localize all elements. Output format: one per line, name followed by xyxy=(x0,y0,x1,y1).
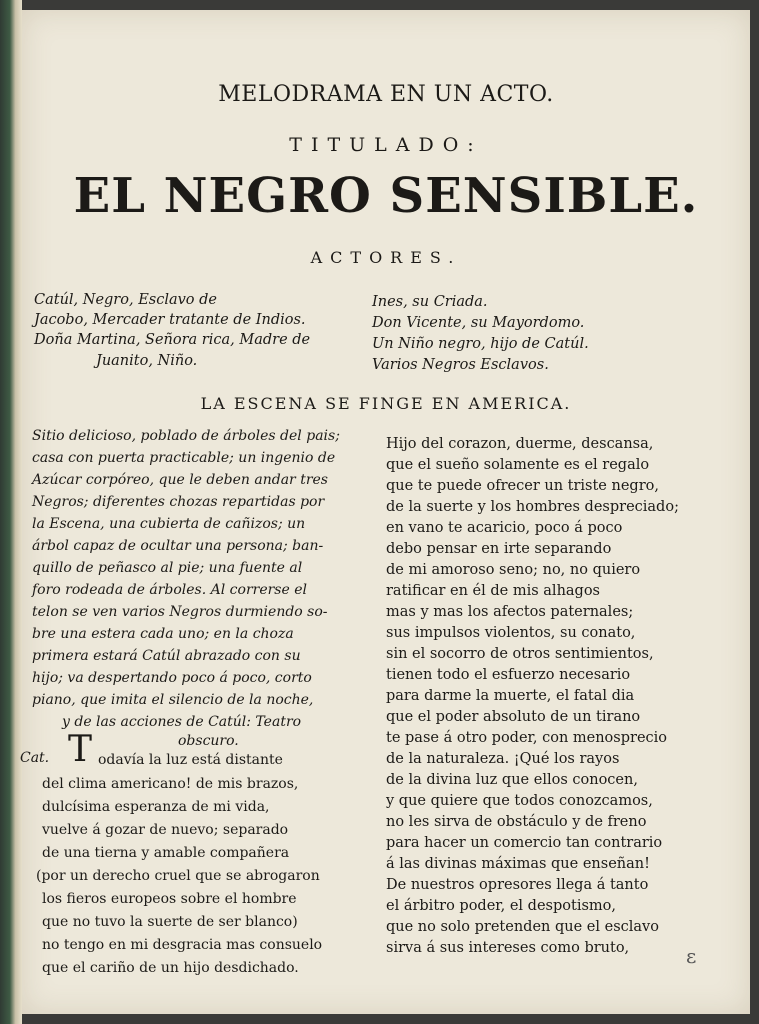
verse-line: de la suerte y los hombres despreciado; xyxy=(386,499,679,515)
stage-direction-line: hijo; va despertando poco á poco, corto xyxy=(32,670,312,686)
play-title: EL NEGRO SENSIBLE. xyxy=(73,168,699,224)
scene-heading: LA ESCENA SE FINGE EN AMERICA. xyxy=(200,394,572,413)
cast-entry: Jacobo, Mercader tratante de Indios. xyxy=(34,312,306,328)
verse-line: mas y mas los afectos paternales; xyxy=(386,604,634,620)
cast-entry: Doña Martina, Señora rica, Madre de xyxy=(34,332,311,348)
stage-direction-line: casa con puerta practicable; un ingenio de xyxy=(32,450,336,466)
book-spine xyxy=(0,0,22,1024)
verse-line: que no tuvo la suerte de ser blanco) xyxy=(42,914,298,930)
stage-direction-line: telon se ven varios Negros durmiendo so- xyxy=(32,604,328,620)
verse-line: vuelve á gozar de nuevo; separado xyxy=(42,822,289,838)
verse-line: que no solo pretenden que el esclavo xyxy=(386,919,659,935)
stage-direction-line: piano, que imita el silencio de la noche, xyxy=(32,692,314,708)
verse-line: en vano te acaricio, poco á poco xyxy=(386,520,623,536)
verse-line: de una tierna y amable compañera xyxy=(42,845,290,861)
stage-direction-line: primera estará Catúl abrazado con su xyxy=(32,648,301,664)
verse-line: de la naturaleza. ¡Qué los rayos xyxy=(386,751,620,767)
verse-line: De nuestros opresores llega á tanto xyxy=(386,877,649,893)
verse-line: dulcísima esperanza de mi vida, xyxy=(42,799,270,815)
verse-line: que el cariño de un hijo desdichado. xyxy=(42,960,299,976)
verse-line: debo pensar en irte separando xyxy=(386,541,612,557)
verse-line: para hacer un comercio tan contrario xyxy=(386,835,663,851)
verse-line: odavía la luz está distante xyxy=(98,752,283,768)
stage-direction-line: Sitio delicioso, poblado de árboles del pais; xyxy=(32,428,340,444)
verse-line: no les sirva de obstáculo y de freno xyxy=(386,814,647,830)
verse-line: que te puede ofrecer un triste negro, xyxy=(386,478,659,494)
verse-line: sin el socorro de otros sentimientos, xyxy=(386,646,654,662)
verse-line: no tengo en mi desgracia mas consuelo xyxy=(42,937,323,953)
verse-line: para darme la muerte, el fatal dia xyxy=(386,688,635,704)
stage-direction-line: quillo de peñasco al pie; una fuente al xyxy=(32,560,303,576)
speaker-label: Cat. xyxy=(20,750,50,766)
stage-direction-line: Negros; diferentes chozas repartidas por xyxy=(32,494,325,510)
margin-mark: ɛ xyxy=(686,944,697,968)
verse-line: á las divinas máximas que enseñan! xyxy=(386,856,650,872)
verse-line: te pase á otro poder, con menosprecio xyxy=(386,730,668,746)
verse-line: sus impulsos violentos, su conato, xyxy=(386,625,636,641)
verse-line: de la divina luz que ellos conocen, xyxy=(386,772,638,788)
cast-entry: Un Niño negro, hijo de Catúl. xyxy=(372,336,589,352)
genre-heading: MELODRAMA EN UN ACTO. xyxy=(218,82,554,107)
cast-entry: Juanito, Niño. xyxy=(96,353,198,369)
verse-line: Hijo del corazon, duerme, descansa, xyxy=(386,436,654,452)
stage-direction-line: y de las acciones de Catúl: Teatro xyxy=(62,714,302,730)
verse-line: ratificar en él de mis alhagos xyxy=(386,583,601,599)
stage-direction-line: foro rodeada de árboles. Al correrse el xyxy=(32,582,307,598)
stage-direction-line: bre una estera cada uno; en la choza xyxy=(32,626,294,642)
verse-line: del clima americano! de mis brazos, xyxy=(42,776,299,792)
stage-direction-line: la Escena, una cubierta de cañizos; un xyxy=(32,516,306,532)
titled-heading: TITULADO: xyxy=(289,134,483,156)
verse-line: y que quiere que todos conozcamos, xyxy=(386,793,653,809)
drop-cap: T xyxy=(68,729,93,770)
verse-line: de mi amoroso seno; no, no quiero xyxy=(386,562,641,578)
verse-line: que el poder absoluto de un tirano xyxy=(386,709,641,725)
verse-line: los fieros europeos sobre el hombre xyxy=(42,891,297,907)
book-page xyxy=(22,10,750,1014)
cast-entry: Catúl, Negro, Esclavo de xyxy=(34,292,218,308)
verse-line: que el sueño solamente es el regalo xyxy=(386,457,650,473)
verse-line: el árbitro poder, el despotismo, xyxy=(386,898,616,914)
verse-line: sirva á sus intereses como bruto, xyxy=(386,940,630,956)
cast-entry: Varios Negros Esclavos. xyxy=(372,357,549,373)
verse-line: tienen todo el esfuerzo necesario xyxy=(386,667,631,683)
stage-direction-line: obscuro. xyxy=(178,733,239,749)
actors-heading: ACTORES. xyxy=(310,248,462,267)
verse-line: (por un derecho cruel que se abrogaron xyxy=(36,868,320,884)
cast-entry: Ines, su Criada. xyxy=(372,294,488,310)
stage-direction-line: Azúcar corpóreo, que le deben andar tres xyxy=(32,472,328,488)
stage-direction-line: árbol capaz de ocultar una persona; ban- xyxy=(32,538,324,554)
cast-entry: Don Vicente, su Mayordomo. xyxy=(372,315,585,331)
